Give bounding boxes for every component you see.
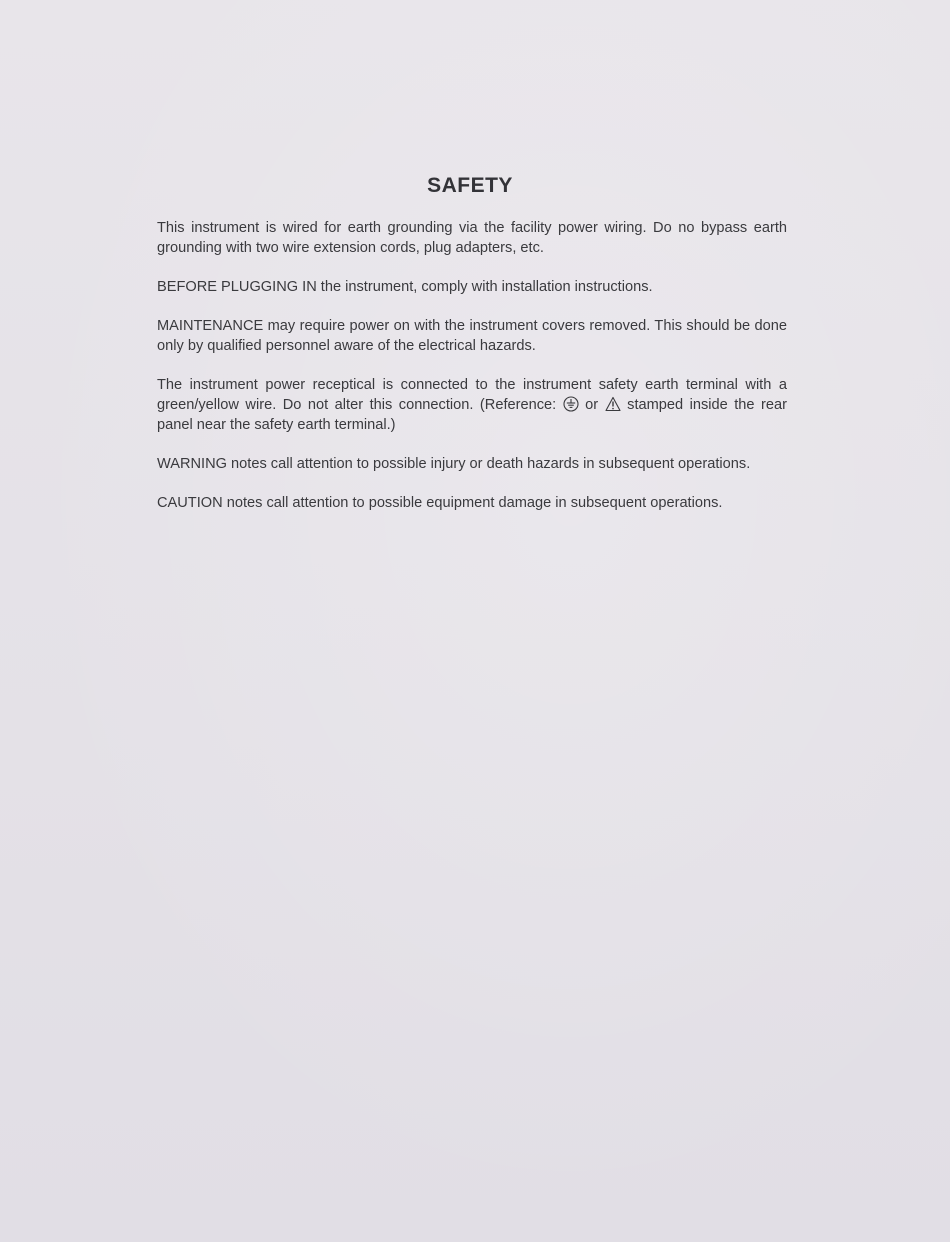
receptical-text-start: The instrument power receptical is connected to the instrument safety earth terminal with a green/yellow wire. Do not alter this connection. (Reference:	[157, 377, 787, 413]
protective-earth-icon	[563, 396, 579, 412]
receptical-text-end: stamped inside the rear panel near the safety earth terminal.)	[157, 397, 787, 433]
paragraph-maintenance: MAINTENANCE may require power on with the instrument covers removed. This should be done only by qualified personnel aware of the electrical hazards.	[157, 318, 787, 354]
paragraph-before-plugging: BEFORE PLUGGING IN the instrument, comply with installation instructions.	[157, 279, 653, 295]
receptical-text-or: or	[578, 397, 605, 413]
paragraph-grounding: This instrument is wired for earth grounding via the facility power wiring. Do no bypass earth grounding with two wire extension cords, plug adapters, etc.	[157, 220, 787, 256]
safety-body	[157, 218, 787, 532]
warning-triangle-icon	[605, 396, 621, 412]
page-title: SAFETY	[427, 174, 513, 197]
paragraph-warning-notes: WARNING notes call attention to possible injury or death hazards in subsequent operations.	[157, 456, 751, 472]
paragraph-receptical	[157, 375, 787, 435]
paragraph-caution-notes: CAUTION notes call attention to possible equipment damage in subsequent operations.	[157, 495, 723, 511]
